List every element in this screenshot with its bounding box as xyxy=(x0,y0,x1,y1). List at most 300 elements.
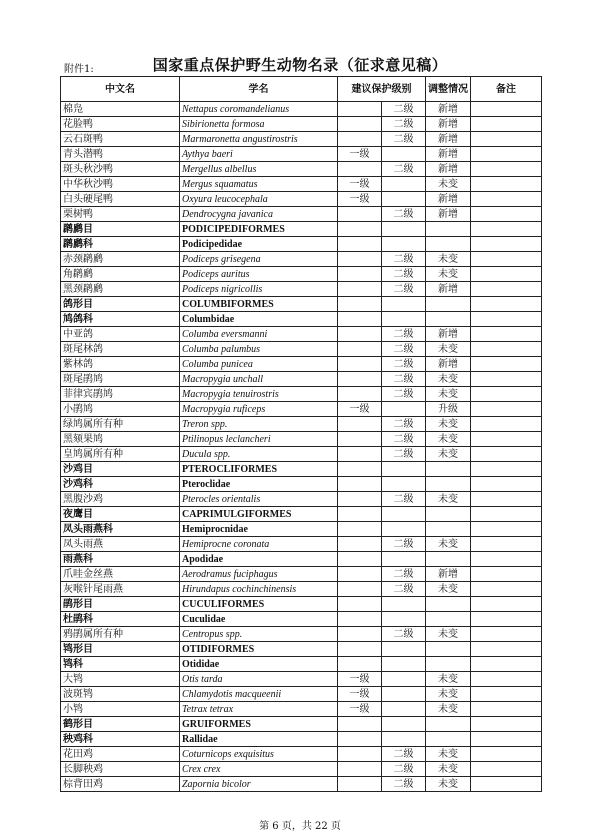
level-one-cell xyxy=(338,372,382,387)
scientific-name-cell: CAPRIMULGIFORMES xyxy=(180,507,338,522)
level-one-cell xyxy=(338,552,382,567)
note-cell xyxy=(471,672,542,687)
level-two-cell: 二级 xyxy=(382,282,426,297)
table-row xyxy=(61,147,542,162)
scientific-name-cell: Mergellus albellus xyxy=(180,162,338,177)
level-two-cell xyxy=(382,717,426,732)
adjustment-cell: 未变 xyxy=(426,342,471,357)
note-cell xyxy=(471,687,542,702)
note-cell xyxy=(471,777,542,792)
note-cell xyxy=(471,207,542,222)
adjustment-cell: 未变 xyxy=(426,387,471,402)
level-one-cell xyxy=(338,102,382,117)
adjustment-cell: 未变 xyxy=(426,447,471,462)
level-two-cell xyxy=(382,612,426,627)
note-cell xyxy=(471,747,542,762)
adjustment-cell xyxy=(426,312,471,327)
scientific-name-cell: Sibirionetta formosa xyxy=(180,117,338,132)
scientific-name-cell: GRUIFORMES xyxy=(180,717,338,732)
scientific-name-cell: Podiceps grisegena xyxy=(180,252,338,267)
adjustment-cell xyxy=(426,237,471,252)
page-title: 国家重点保护野生动物名录（征求意见稿） xyxy=(152,56,448,74)
level-two-cell: 二级 xyxy=(382,747,426,762)
note-cell xyxy=(471,387,542,402)
table-row xyxy=(61,627,542,642)
note-cell xyxy=(471,567,542,582)
table-row xyxy=(61,762,542,777)
table-row xyxy=(61,597,542,612)
table-body xyxy=(61,102,542,792)
note-cell xyxy=(471,312,542,327)
table-row xyxy=(61,252,542,267)
scientific-name-cell: Otididae xyxy=(180,657,338,672)
level-two-cell xyxy=(382,657,426,672)
table-row xyxy=(61,192,542,207)
adjustment-cell xyxy=(426,642,471,657)
level-one-cell: 一级 xyxy=(338,672,382,687)
adjustment-cell: 未变 xyxy=(426,537,471,552)
table-row xyxy=(61,687,542,702)
scientific-name-cell: CUCULIFORMES xyxy=(180,597,338,612)
note-cell xyxy=(471,657,542,672)
level-one-cell xyxy=(338,312,382,327)
table-row xyxy=(61,672,542,687)
adjustment-cell xyxy=(426,657,471,672)
table-row xyxy=(61,417,542,432)
chinese-name-cell: 雨燕科 xyxy=(61,552,180,567)
scientific-name-cell: Oxyura leucocephala xyxy=(180,192,338,207)
adjustment-cell xyxy=(426,222,471,237)
header-adjustment: 调整情况 xyxy=(426,77,471,102)
adjustment-cell: 新增 xyxy=(426,207,471,222)
level-two-cell: 二级 xyxy=(382,327,426,342)
table-row xyxy=(61,132,542,147)
level-two-cell xyxy=(382,237,426,252)
scientific-name-cell: Macropygia ruficeps xyxy=(180,402,338,417)
level-two-cell: 二级 xyxy=(382,252,426,267)
note-cell xyxy=(471,162,542,177)
chinese-name-cell: 黑腹沙鸡 xyxy=(61,492,180,507)
adjustment-cell xyxy=(426,717,471,732)
scientific-name-cell: Podicipedidae xyxy=(180,237,338,252)
table-row xyxy=(61,282,542,297)
level-two-cell: 二级 xyxy=(382,492,426,507)
scientific-name-cell: OTIDIFORMES xyxy=(180,642,338,657)
adjustment-cell: 未变 xyxy=(426,777,471,792)
note-cell xyxy=(471,447,542,462)
header-scientific-name: 学名 xyxy=(180,77,338,102)
scientific-name-cell: Mergus squamatus xyxy=(180,177,338,192)
adjustment-cell: 新增 xyxy=(426,132,471,147)
level-two-cell: 二级 xyxy=(382,777,426,792)
level-two-cell: 二级 xyxy=(382,417,426,432)
level-one-cell xyxy=(338,537,382,552)
table-row xyxy=(61,267,542,282)
table-row xyxy=(61,612,542,627)
chinese-name-cell: 秧鸡科 xyxy=(61,732,180,747)
chinese-name-cell: 皇鸠属所有种 xyxy=(61,447,180,462)
chinese-name-cell: 棉凫 xyxy=(61,102,180,117)
chinese-name-cell: 小鹃鸠 xyxy=(61,402,180,417)
adjustment-cell: 未变 xyxy=(426,177,471,192)
note-cell xyxy=(471,132,542,147)
chinese-name-cell: 青头潜鸭 xyxy=(61,147,180,162)
adjustment-cell: 新增 xyxy=(426,117,471,132)
note-cell xyxy=(471,477,542,492)
adjustment-cell: 新增 xyxy=(426,282,471,297)
level-one-cell: 一级 xyxy=(338,192,382,207)
scientific-name-cell: Hirundapus cochinchinensis xyxy=(180,582,338,597)
level-one-cell xyxy=(338,627,382,642)
level-two-cell: 二级 xyxy=(382,342,426,357)
level-two-cell xyxy=(382,642,426,657)
adjustment-cell: 未变 xyxy=(426,672,471,687)
note-cell xyxy=(471,402,542,417)
level-one-cell xyxy=(338,777,382,792)
adjustment-cell xyxy=(426,297,471,312)
level-two-cell: 二级 xyxy=(382,357,426,372)
level-two-cell xyxy=(382,402,426,417)
level-one-cell xyxy=(338,327,382,342)
scientific-name-cell: Coturnicops exquisitus xyxy=(180,747,338,762)
table-row xyxy=(61,747,542,762)
chinese-name-cell: 夜鹰目 xyxy=(61,507,180,522)
note-cell xyxy=(471,267,542,282)
table-row xyxy=(61,582,542,597)
chinese-name-cell: 䴙䴘科 xyxy=(61,237,180,252)
adjustment-cell xyxy=(426,507,471,522)
adjustment-cell: 未变 xyxy=(426,267,471,282)
scientific-name-cell: Podiceps nigricollis xyxy=(180,282,338,297)
level-one-cell xyxy=(338,162,382,177)
table-row xyxy=(61,702,542,717)
scientific-name-cell: PODICIPEDIFORMES xyxy=(180,222,338,237)
scientific-name-cell: Podiceps auritus xyxy=(180,267,338,282)
table-row xyxy=(61,342,542,357)
note-cell xyxy=(471,417,542,432)
table-row xyxy=(61,777,542,792)
table-row xyxy=(61,552,542,567)
table-row xyxy=(61,657,542,672)
chinese-name-cell: 花田鸡 xyxy=(61,747,180,762)
note-cell xyxy=(471,732,542,747)
table-row xyxy=(61,312,542,327)
adjustment-cell xyxy=(426,612,471,627)
level-one-cell xyxy=(338,222,382,237)
level-one-cell xyxy=(338,657,382,672)
level-two-cell: 二级 xyxy=(382,762,426,777)
chinese-name-cell: 鹤形目 xyxy=(61,717,180,732)
note-cell xyxy=(471,147,542,162)
adjustment-cell: 新增 xyxy=(426,162,471,177)
level-two-cell: 二级 xyxy=(382,162,426,177)
scientific-name-cell: Columba eversmanni xyxy=(180,327,338,342)
chinese-name-cell: 鸨科 xyxy=(61,657,180,672)
table-row xyxy=(61,297,542,312)
chinese-name-cell: 小鸨 xyxy=(61,702,180,717)
chinese-name-cell: 角䴙䴘 xyxy=(61,267,180,282)
level-two-cell: 二级 xyxy=(382,627,426,642)
note-cell xyxy=(471,492,542,507)
adjustment-cell: 新增 xyxy=(426,327,471,342)
chinese-name-cell: 斑头秋沙鸭 xyxy=(61,162,180,177)
table-row xyxy=(61,207,542,222)
chinese-name-cell: 棕背田鸡 xyxy=(61,777,180,792)
adjustment-cell: 新增 xyxy=(426,567,471,582)
level-two-cell: 二级 xyxy=(382,537,426,552)
note-cell xyxy=(471,282,542,297)
level-two-cell: 二级 xyxy=(382,117,426,132)
level-two-cell: 二级 xyxy=(382,432,426,447)
adjustment-cell: 未变 xyxy=(426,417,471,432)
level-one-cell xyxy=(338,567,382,582)
level-two-cell: 二级 xyxy=(382,372,426,387)
scientific-name-cell: Dendrocygna javanica xyxy=(180,207,338,222)
scientific-name-cell: Chlamydotis macqueenii xyxy=(180,687,338,702)
scientific-name-cell: PTEROCLIFORMES xyxy=(180,462,338,477)
level-two-cell xyxy=(382,297,426,312)
table-row xyxy=(61,372,542,387)
table-row xyxy=(61,222,542,237)
scientific-name-cell: Macropygia tenuirostris xyxy=(180,387,338,402)
chinese-name-cell: 大鸨 xyxy=(61,672,180,687)
note-cell xyxy=(471,597,542,612)
level-two-cell xyxy=(382,147,426,162)
level-one-cell xyxy=(338,747,382,762)
scientific-name-cell: Tetrax tetrax xyxy=(180,702,338,717)
scientific-name-cell: Rallidae xyxy=(180,732,338,747)
adjustment-cell: 未变 xyxy=(426,747,471,762)
level-one-cell xyxy=(338,732,382,747)
level-one-cell xyxy=(338,492,382,507)
note-cell xyxy=(471,762,542,777)
table-row xyxy=(61,162,542,177)
level-one-cell xyxy=(338,597,382,612)
note-cell xyxy=(471,192,542,207)
scientific-name-cell: Columbidae xyxy=(180,312,338,327)
adjustment-cell: 升级 xyxy=(426,402,471,417)
chinese-name-cell: 沙鸡科 xyxy=(61,477,180,492)
scientific-name-cell: Otis tarda xyxy=(180,672,338,687)
note-cell xyxy=(471,717,542,732)
level-two-cell xyxy=(382,177,426,192)
level-one-cell xyxy=(338,642,382,657)
chinese-name-cell: 黑颈䴙䴘 xyxy=(61,282,180,297)
chinese-name-cell: 沙鸡目 xyxy=(61,462,180,477)
scientific-name-cell: Apodidae xyxy=(180,552,338,567)
scientific-name-cell: Hemiprocne coronata xyxy=(180,537,338,552)
header-protection-level: 建议保护级别 xyxy=(338,77,426,102)
table-row xyxy=(61,477,542,492)
adjustment-cell: 新增 xyxy=(426,147,471,162)
level-two-cell xyxy=(382,477,426,492)
species-table xyxy=(60,76,542,792)
level-one-cell xyxy=(338,417,382,432)
adjustment-cell: 未变 xyxy=(426,762,471,777)
chinese-name-cell: 爪哇金丝燕 xyxy=(61,567,180,582)
scientific-name-cell: Pteroclidae xyxy=(180,477,338,492)
adjustment-cell: 未变 xyxy=(426,702,471,717)
level-one-cell xyxy=(338,612,382,627)
adjustment-cell xyxy=(426,597,471,612)
note-cell xyxy=(471,372,542,387)
chinese-name-cell: 菲律宾鹃鸠 xyxy=(61,387,180,402)
chinese-name-cell: 长脚秧鸡 xyxy=(61,762,180,777)
level-two-cell: 二级 xyxy=(382,267,426,282)
adjustment-cell: 新增 xyxy=(426,192,471,207)
level-one-cell: 一级 xyxy=(338,687,382,702)
level-one-cell: 一级 xyxy=(338,147,382,162)
adjustment-cell: 未变 xyxy=(426,687,471,702)
level-two-cell: 二级 xyxy=(382,447,426,462)
level-one-cell xyxy=(338,117,382,132)
chinese-name-cell: 云石斑鸭 xyxy=(61,132,180,147)
level-one-cell xyxy=(338,522,382,537)
table-row xyxy=(61,522,542,537)
table-row xyxy=(61,237,542,252)
chinese-name-cell: 斑尾林鸽 xyxy=(61,342,180,357)
header-chinese-name: 中文名 xyxy=(61,77,180,102)
scientific-name-cell: Marmaronetta angustirostris xyxy=(180,132,338,147)
adjustment-cell: 未变 xyxy=(426,372,471,387)
chinese-name-cell: 鹃形目 xyxy=(61,597,180,612)
chinese-name-cell: 中亚鸽 xyxy=(61,327,180,342)
level-one-cell xyxy=(338,582,382,597)
level-two-cell xyxy=(382,687,426,702)
adjustment-cell: 未变 xyxy=(426,627,471,642)
note-cell xyxy=(471,612,542,627)
attachment-label: 附件1: xyxy=(64,64,94,75)
note-cell xyxy=(471,252,542,267)
level-two-cell xyxy=(382,507,426,522)
table-row xyxy=(61,357,542,372)
note-cell xyxy=(471,297,542,312)
page-footer: 第 6 页，共 22 页 xyxy=(259,821,341,832)
level-one-cell xyxy=(338,477,382,492)
table-row xyxy=(61,447,542,462)
scientific-name-cell: Aerodramus fuciphagus xyxy=(180,567,338,582)
level-two-cell: 二级 xyxy=(382,567,426,582)
level-two-cell: 二级 xyxy=(382,387,426,402)
note-cell xyxy=(471,537,542,552)
table-row xyxy=(61,117,542,132)
level-two-cell xyxy=(382,597,426,612)
note-cell xyxy=(471,702,542,717)
chinese-name-cell: 紫林鸽 xyxy=(61,357,180,372)
chinese-name-cell: 凤头雨燕 xyxy=(61,537,180,552)
table-row xyxy=(61,567,542,582)
adjustment-cell xyxy=(426,522,471,537)
adjustment-cell xyxy=(426,552,471,567)
level-two-cell xyxy=(382,222,426,237)
level-two-cell xyxy=(382,702,426,717)
adjustment-cell: 新增 xyxy=(426,102,471,117)
scientific-name-cell: Nettapus coromandelianus xyxy=(180,102,338,117)
scientific-name-cell: Zapornia bicolor xyxy=(180,777,338,792)
level-one-cell xyxy=(338,717,382,732)
note-cell xyxy=(471,432,542,447)
table-row xyxy=(61,402,542,417)
table-row xyxy=(61,717,542,732)
table-row xyxy=(61,102,542,117)
note-cell xyxy=(471,327,542,342)
adjustment-cell xyxy=(426,477,471,492)
level-two-cell xyxy=(382,552,426,567)
level-one-cell xyxy=(338,447,382,462)
chinese-name-cell: 杜鹃科 xyxy=(61,612,180,627)
adjustment-cell: 未变 xyxy=(426,492,471,507)
level-one-cell: 一级 xyxy=(338,402,382,417)
level-one-cell xyxy=(338,342,382,357)
level-one-cell xyxy=(338,462,382,477)
table-header-row xyxy=(61,77,542,102)
scientific-name-cell: Macropygia unchall xyxy=(180,372,338,387)
chinese-name-cell: 赤颈䴙䴘 xyxy=(61,252,180,267)
note-cell xyxy=(471,222,542,237)
scientific-name-cell: Columba palumbus xyxy=(180,342,338,357)
adjustment-cell: 未变 xyxy=(426,252,471,267)
chinese-name-cell: 斑尾鹃鸠 xyxy=(61,372,180,387)
level-two-cell xyxy=(382,192,426,207)
level-two-cell xyxy=(382,312,426,327)
note-cell xyxy=(471,177,542,192)
table-row xyxy=(61,387,542,402)
scientific-name-cell: Ducula spp. xyxy=(180,447,338,462)
scientific-name-cell: Aythya baeri xyxy=(180,147,338,162)
level-one-cell xyxy=(338,297,382,312)
chinese-name-cell: 中华秋沙鸭 xyxy=(61,177,180,192)
note-cell xyxy=(471,627,542,642)
table-row xyxy=(61,642,542,657)
scientific-name-cell: Cuculidae xyxy=(180,612,338,627)
chinese-name-cell: 凤头雨燕科 xyxy=(61,522,180,537)
chinese-name-cell: 灰喉针尾雨燕 xyxy=(61,582,180,597)
note-cell xyxy=(471,522,542,537)
level-one-cell xyxy=(338,387,382,402)
adjustment-cell: 新增 xyxy=(426,357,471,372)
adjustment-cell xyxy=(426,732,471,747)
note-cell xyxy=(471,462,542,477)
level-one-cell xyxy=(338,762,382,777)
level-two-cell xyxy=(382,462,426,477)
adjustment-cell: 未变 xyxy=(426,582,471,597)
scientific-name-cell: Hemiprocnidae xyxy=(180,522,338,537)
table-row xyxy=(61,432,542,447)
table-row xyxy=(61,462,542,477)
level-two-cell xyxy=(382,522,426,537)
level-one-cell xyxy=(338,207,382,222)
table-row xyxy=(61,177,542,192)
chinese-name-cell: 白头硬尾鸭 xyxy=(61,192,180,207)
table-row xyxy=(61,732,542,747)
table-row xyxy=(61,492,542,507)
note-cell xyxy=(471,117,542,132)
note-cell xyxy=(471,237,542,252)
level-two-cell: 二级 xyxy=(382,582,426,597)
header-note: 备注 xyxy=(471,77,542,102)
chinese-name-cell: 绿鸠属所有种 xyxy=(61,417,180,432)
note-cell xyxy=(471,357,542,372)
chinese-name-cell: 鸦鹃属所有种 xyxy=(61,627,180,642)
table-row xyxy=(61,537,542,552)
level-one-cell xyxy=(338,267,382,282)
level-one-cell: 一级 xyxy=(338,702,382,717)
chinese-name-cell: 䴙䴘目 xyxy=(61,222,180,237)
scientific-name-cell: Treron spp. xyxy=(180,417,338,432)
note-cell xyxy=(471,552,542,567)
scientific-name-cell: Crex crex xyxy=(180,762,338,777)
scientific-name-cell: Columba punicea xyxy=(180,357,338,372)
